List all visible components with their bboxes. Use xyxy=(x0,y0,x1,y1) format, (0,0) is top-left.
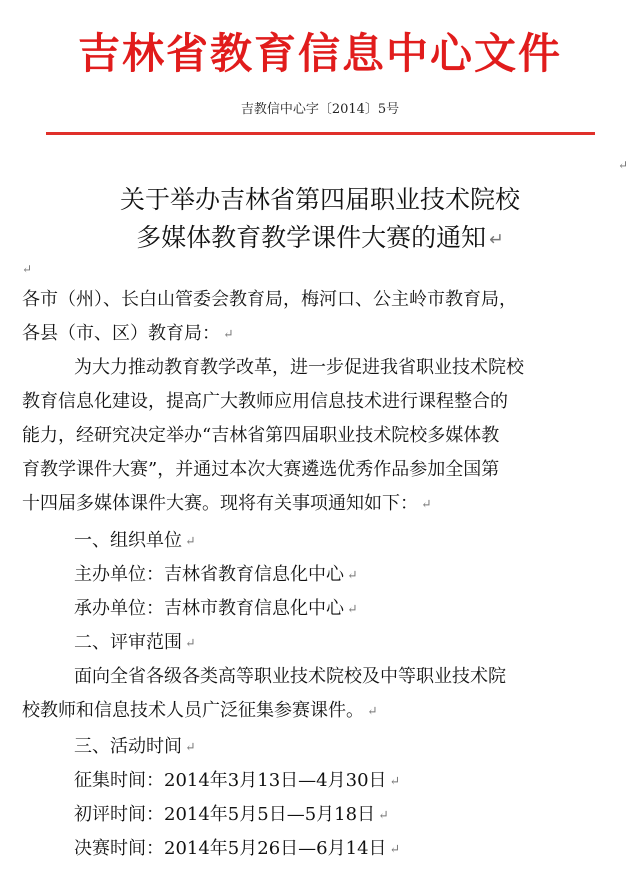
issuer-masthead: 吉林省教育信息中心文件 xyxy=(77,29,562,78)
document-number: 吉教信中心字〔2014〕5号 xyxy=(240,102,400,117)
host-unit: 主办单位：吉林省教育信息化中心 ↵ xyxy=(74,564,358,585)
red-divider-line xyxy=(46,132,595,135)
salutation-line-2: 各县（市、区）教育局： ↵ xyxy=(22,323,234,344)
salutation-line-1: 各市（州）、长白山管委会教育局，梅河口、公主岭市教育局， xyxy=(22,289,517,310)
paragraph-mark-icon: ↵ xyxy=(22,262,33,276)
intro-line-5: 十四届多媒体课件大赛。现将有关事项通知如下： ↵ xyxy=(22,493,432,514)
paragraph-mark-icon: ↵ xyxy=(367,703,378,718)
organizer-unit: 承办单位：吉林市教育信息化中心 ↵ xyxy=(74,598,358,619)
paragraph-mark-icon: ↵ xyxy=(618,158,629,172)
paragraph-mark-icon: ↵ xyxy=(489,230,504,250)
paragraph-mark-icon: ↵ xyxy=(223,326,234,341)
notice-title-line-1: 关于举办吉林省第四届职业技术院校 xyxy=(119,185,520,214)
notice-title-line-2: 多媒体教育教学课件大赛的通知 ↵ xyxy=(136,223,504,252)
paragraph-mark-icon: ↵ xyxy=(389,773,401,788)
intro-line-1: 为大力推动教育教学改革，进一步促进我省职业技术院校 xyxy=(74,357,524,378)
intro-line-2: 教育信息化建设，提高广大教师应用信息技术进行课程整合的 xyxy=(22,391,508,412)
paragraph-mark-icon: ↵ xyxy=(421,496,432,511)
section-2-heading: 二、评审范围 ↵ xyxy=(74,632,196,653)
collection-period: 征集时间：2014年3月13日—4月30日 ↵ xyxy=(74,770,401,791)
paragraph-mark-icon: ↵ xyxy=(347,567,358,582)
review-scope-line-1: 面向全省各级各类高等职业技术院校及中等职业技术院 xyxy=(74,666,506,687)
section-1-heading: 一、组织单位 ↵ xyxy=(74,530,196,551)
section-3-heading: 三、活动时间 ↵ xyxy=(74,736,196,757)
paragraph-mark-icon: ↵ xyxy=(378,807,389,822)
paragraph-mark-icon: ↵ xyxy=(347,601,358,616)
paragraph-mark-icon: ↵ xyxy=(185,635,196,650)
paragraph-mark-icon: ↵ xyxy=(185,739,196,754)
intro-line-3: 能力，经研究决定举办“吉林省第四届职业技术院校多媒体教 xyxy=(22,425,500,446)
final-period: 决赛时间：2014年5月26日—6月14日 ↵ xyxy=(74,838,401,859)
paragraph-mark-icon: ↵ xyxy=(389,841,401,856)
preliminary-period: 初评时间：2014年5月5日—5月18日 ↵ xyxy=(74,804,389,825)
intro-line-4: 育教学课件大赛”，并通过本次大赛遴选优秀作品参加全国第 xyxy=(22,459,500,480)
paragraph-mark-icon: ↵ xyxy=(185,533,196,548)
review-scope-line-2: 校教师和信息技术人员广泛征集参赛课件。 ↵ xyxy=(22,700,378,721)
